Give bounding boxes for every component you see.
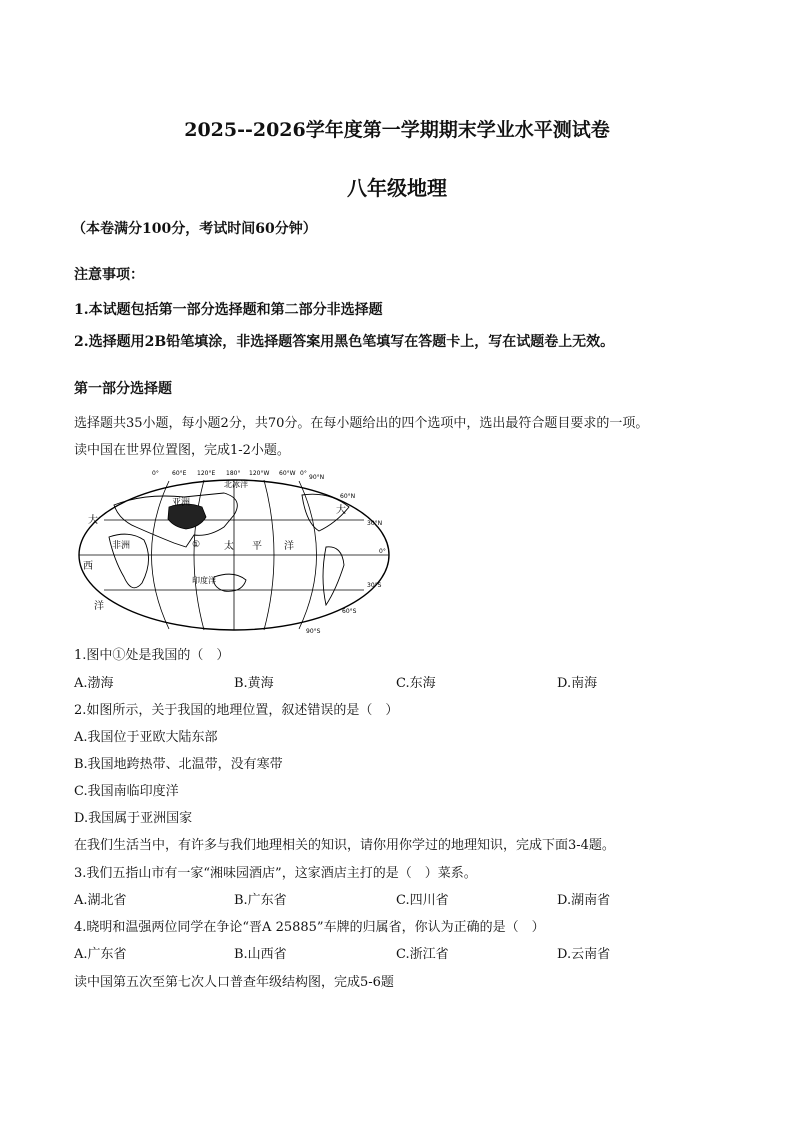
lat-label: 60°N bbox=[340, 493, 356, 500]
notice-heading: 注意事项： bbox=[74, 267, 144, 283]
exam-title: 2025--2026学年度第一学期期末学业水平测试卷 bbox=[184, 119, 610, 141]
lat-label: 30°N bbox=[367, 520, 383, 527]
lon-label: 0° bbox=[300, 470, 307, 477]
map-word: 平 bbox=[252, 541, 262, 552]
option: D.云南省 bbox=[557, 947, 611, 962]
map-word: 洋 bbox=[284, 541, 294, 552]
option: B.我国地跨热带、北温带，没有寒带 bbox=[74, 757, 283, 772]
option: C.四川省 bbox=[396, 893, 449, 908]
map-word: 北冰洋 bbox=[224, 480, 248, 489]
lon-label: 180° bbox=[226, 470, 241, 477]
question-stem: 1.图中①处是我国的（ ） bbox=[74, 648, 230, 663]
map-marker-1: ① bbox=[192, 540, 201, 550]
world-map-figure bbox=[74, 465, 394, 635]
option: A.湖北省 bbox=[74, 893, 127, 908]
map-word: 大 bbox=[336, 505, 346, 516]
section-intro: 读中国第五次至第七次人口普查年级结构图，完成5-6题 bbox=[74, 975, 394, 990]
option: A.我国位于亚欧大陆东部 bbox=[74, 730, 218, 745]
map-word: 太 bbox=[224, 541, 234, 552]
question-stem: 2.如图所示，关于我国的地理位置，叙述错误的是（ ） bbox=[74, 703, 399, 718]
lat-label: 90°S bbox=[306, 628, 321, 635]
option: D.湖南省 bbox=[557, 893, 611, 908]
notice-item: 2.选择题用2B铅笔填涂，非选择题答案用黑色笔填写在答题卡上，写在试题卷上无效。 bbox=[74, 334, 615, 350]
option: C.东海 bbox=[396, 676, 436, 691]
question-stem: 3.我们五指山市有一家“湘味园酒店”，这家酒店主打的是（ ）菜系。 bbox=[74, 866, 477, 881]
option: C.我国南临印度洋 bbox=[74, 784, 179, 799]
part1-intro: 选择题共35小题，每小题2分，共70分。在每小题给出的四个选项中，选出最符合题目要求的一项。 bbox=[74, 416, 649, 431]
part1-heading: 第一部分选择题 bbox=[74, 381, 172, 397]
lon-label: 120°E bbox=[197, 470, 216, 477]
lon-label: 60°W bbox=[279, 470, 296, 477]
lat-label: 0° bbox=[379, 548, 386, 555]
option: C.浙江省 bbox=[396, 947, 449, 962]
option: A.渤海 bbox=[74, 676, 114, 691]
option: B.广东省 bbox=[234, 893, 287, 908]
notice-item: 1.本试题包括第一部分选择题和第二部分非选择题 bbox=[74, 302, 383, 318]
world-map-svg bbox=[74, 465, 394, 635]
lon-label: 60°E bbox=[172, 470, 187, 477]
map-word: 洋 bbox=[94, 601, 104, 612]
option: D.我国属于亚洲国家 bbox=[74, 811, 193, 826]
map-intro: 读中国在世界位置图，完成1-2小题。 bbox=[74, 443, 290, 458]
score-note: （本卷满分100分，考试时间60分钟） bbox=[72, 221, 317, 237]
lat-label: 60°S bbox=[342, 608, 357, 615]
lat-label: 90°N bbox=[309, 474, 325, 481]
option: A.广东省 bbox=[74, 947, 127, 962]
lat-label: 30°S bbox=[367, 582, 382, 589]
lon-label: 120°W bbox=[249, 470, 270, 477]
option: B.山西省 bbox=[234, 947, 287, 962]
map-word: 大 bbox=[88, 515, 98, 526]
option: D.南海 bbox=[557, 676, 598, 691]
exam-subject: 八年级地理 bbox=[347, 176, 447, 200]
lon-label: 0° bbox=[152, 470, 159, 477]
map-word: 印度洋 bbox=[192, 576, 216, 585]
option: B.黄海 bbox=[234, 676, 274, 691]
map-word: 非洲 bbox=[112, 541, 131, 551]
question-stem: 4.晓明和温强两位同学在争论“晋A 25885”车牌的归属省，你认为正确的是（ ） bbox=[74, 920, 545, 935]
map-word: 亚洲 bbox=[172, 498, 191, 508]
section-intro: 在我们生活当中，有许多与我们地理相关的知识，请你用你学过的地理知识，完成下面3-4题。 bbox=[74, 838, 615, 853]
map-word: 西 bbox=[83, 561, 93, 572]
